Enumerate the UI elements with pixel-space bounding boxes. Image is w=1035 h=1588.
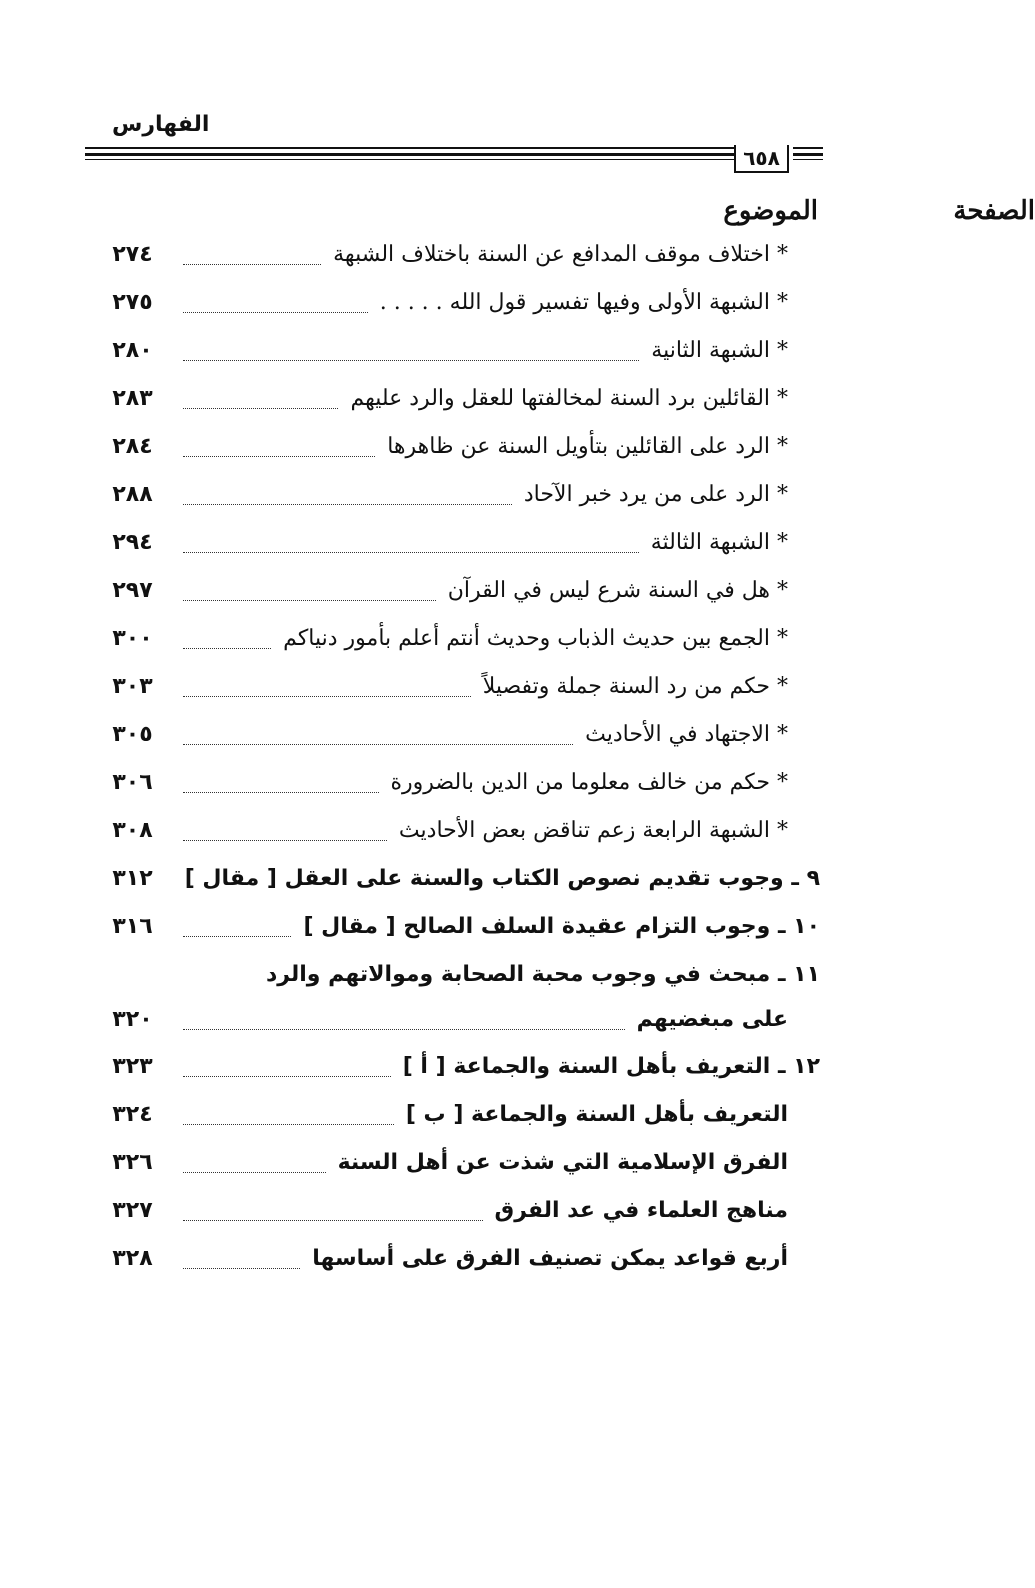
toc-entry-title: ٩ ـ وجوب تقديم نصوص الكتاب والسنة على العقل [ مقال ]	[184, 866, 820, 891]
toc-entry	[0, 380, 938, 426]
toc-entry-page: ٢٩٧	[112, 578, 153, 603]
toc-entry-title: على مبغضيهم	[636, 1007, 788, 1032]
toc-leader	[183, 1124, 394, 1125]
toc-entry-page: ٣٠٣	[112, 674, 153, 699]
toc-entry-page: ٣٢٦	[112, 1150, 153, 1175]
toc-entry-title: * الشبهة الرابعة زعم تناقض بعض الأحاديث	[398, 818, 788, 843]
toc-leader	[183, 600, 436, 601]
toc-entry-title: * الشبهة الأولى وفيها تفسير قول الله . . . . .	[379, 290, 788, 315]
toc-entry	[0, 332, 938, 378]
toc-entry	[0, 524, 938, 570]
toc-leader	[183, 456, 375, 457]
toc-entry-page: ٢٧٤	[112, 242, 153, 267]
toc-entry-title: التعريف بأهل السنة والجماعة [ ب ]	[405, 1102, 788, 1127]
toc-entry	[0, 1048, 938, 1094]
toc-leader	[183, 1029, 625, 1030]
toc-entry	[0, 1001, 938, 1047]
toc-entry-title: مناهج العلماء في عد الفرق	[494, 1198, 788, 1223]
toc-entry-page: ٣٢٣	[112, 1054, 153, 1079]
toc-entry-title: * الشبهة الثانية	[651, 338, 788, 363]
toc-entry	[0, 1144, 938, 1190]
toc-entry	[0, 476, 938, 522]
toc-entry-page: ٣٢٨	[112, 1246, 153, 1271]
toc-leader	[183, 936, 291, 937]
toc-entry-page: ٣٢٠	[112, 1007, 153, 1032]
toc-leader	[183, 408, 338, 409]
topic-column-header: الموضوع	[723, 196, 818, 226]
toc-entry	[0, 668, 938, 714]
toc-entry-title: * اختلاف موقف المدافع عن السنة باختلاف الشبهة	[333, 242, 788, 267]
toc-leader	[183, 1220, 483, 1221]
toc-entry	[0, 956, 938, 1002]
toc-entry-title: * الاجتهاد في الأحاديث	[585, 722, 788, 747]
toc-entry-page: ٣٢٤	[112, 1102, 153, 1127]
toc-entry-page: ٢٨٣	[112, 386, 153, 411]
toc-entry	[0, 1096, 938, 1142]
page-column-header: الصفحة	[953, 196, 1035, 226]
toc-entry-title: * حكم من خالف معلوما من الدين بالضرورة	[390, 770, 788, 795]
toc-leader	[183, 312, 368, 313]
toc-entry-title: * الرد على القائلين بتأويل السنة عن ظاهرها	[387, 434, 788, 459]
toc-entry-page: ٣١٢	[112, 866, 153, 891]
toc-entry	[0, 1240, 938, 1286]
toc-entry-title: أربع قواعد يمكن تصنيف الفرق على أساسها	[312, 1246, 788, 1271]
toc-entry-page: ٣٢٧	[112, 1198, 153, 1223]
toc-entry-title: ١٠ ـ وجوب التزام عقيدة السلف الصالح [ مقال ]	[303, 914, 820, 939]
toc-entry	[0, 764, 938, 810]
toc-entry-title: الفرق الإسلامية التي شذت عن أهل السنة	[337, 1150, 788, 1175]
toc-leader	[183, 744, 573, 745]
running-title: الفهارس	[112, 112, 210, 137]
toc-entry-page: ٢٨٤	[112, 434, 153, 459]
toc-entry-page: ٢٩٤	[112, 530, 153, 555]
toc-entry	[0, 428, 938, 474]
toc-entry-title: * الشبهة الثالثة	[650, 530, 788, 555]
toc-entry	[0, 860, 938, 906]
toc-entry-title: ١١ ـ مبحث في وجوب محبة الصحابة وموالاتهم والرد	[266, 962, 820, 987]
toc-entry-page: ٣٠٥	[112, 722, 153, 747]
toc-entry-title: * القائلين برد السنة لمخالفتها للعقل والرد عليهم	[350, 386, 788, 411]
toc-entry	[0, 572, 938, 618]
toc-entry-title: * الجمع بين حديث الذباب وحديث أنتم أعلم بأمور دنياكم	[283, 626, 788, 651]
toc-entry-page: ٣٠٠	[112, 626, 153, 651]
toc-entry	[0, 284, 938, 330]
toc-leader	[183, 504, 512, 505]
page-number: ٦٥٨	[734, 145, 789, 173]
toc-leader	[183, 264, 321, 265]
toc-entry	[0, 620, 938, 666]
toc-leader	[183, 648, 271, 649]
toc-entry	[0, 236, 938, 282]
toc-entry-title: * هل في السنة شرع ليس في القرآن	[447, 578, 788, 603]
toc-leader	[183, 1172, 326, 1173]
toc-leader	[183, 1268, 300, 1269]
toc-entry-page: ٣٠٦	[112, 770, 153, 795]
toc-entry-page: ٣١٦	[112, 914, 153, 939]
toc-entry-title: ١٢ ـ التعريف بأهل السنة والجماعة [ أ ]	[402, 1054, 820, 1079]
toc-leader	[183, 696, 471, 697]
toc-entry	[0, 716, 938, 762]
toc-leader	[183, 792, 379, 793]
toc-entry-page: ٣٠٨	[112, 818, 153, 843]
header-rule	[85, 145, 823, 175]
toc-entry-title: * الرد على من يرد خبر الآحاد	[523, 482, 788, 507]
toc-entry-page: ٢٨٠	[112, 338, 153, 363]
toc-entry-page: ٢٧٥	[112, 290, 153, 315]
toc-leader	[183, 840, 387, 841]
toc-leader	[183, 1076, 391, 1077]
toc-entry	[0, 908, 938, 954]
toc-entry	[0, 1192, 938, 1238]
toc-entry-page: ٢٨٨	[112, 482, 153, 507]
toc-leader	[183, 552, 639, 553]
toc-leader	[183, 360, 639, 361]
toc-entry	[0, 812, 938, 858]
toc-entry-title: * حكم من رد السنة جملة وتفصيلاً	[482, 674, 788, 699]
